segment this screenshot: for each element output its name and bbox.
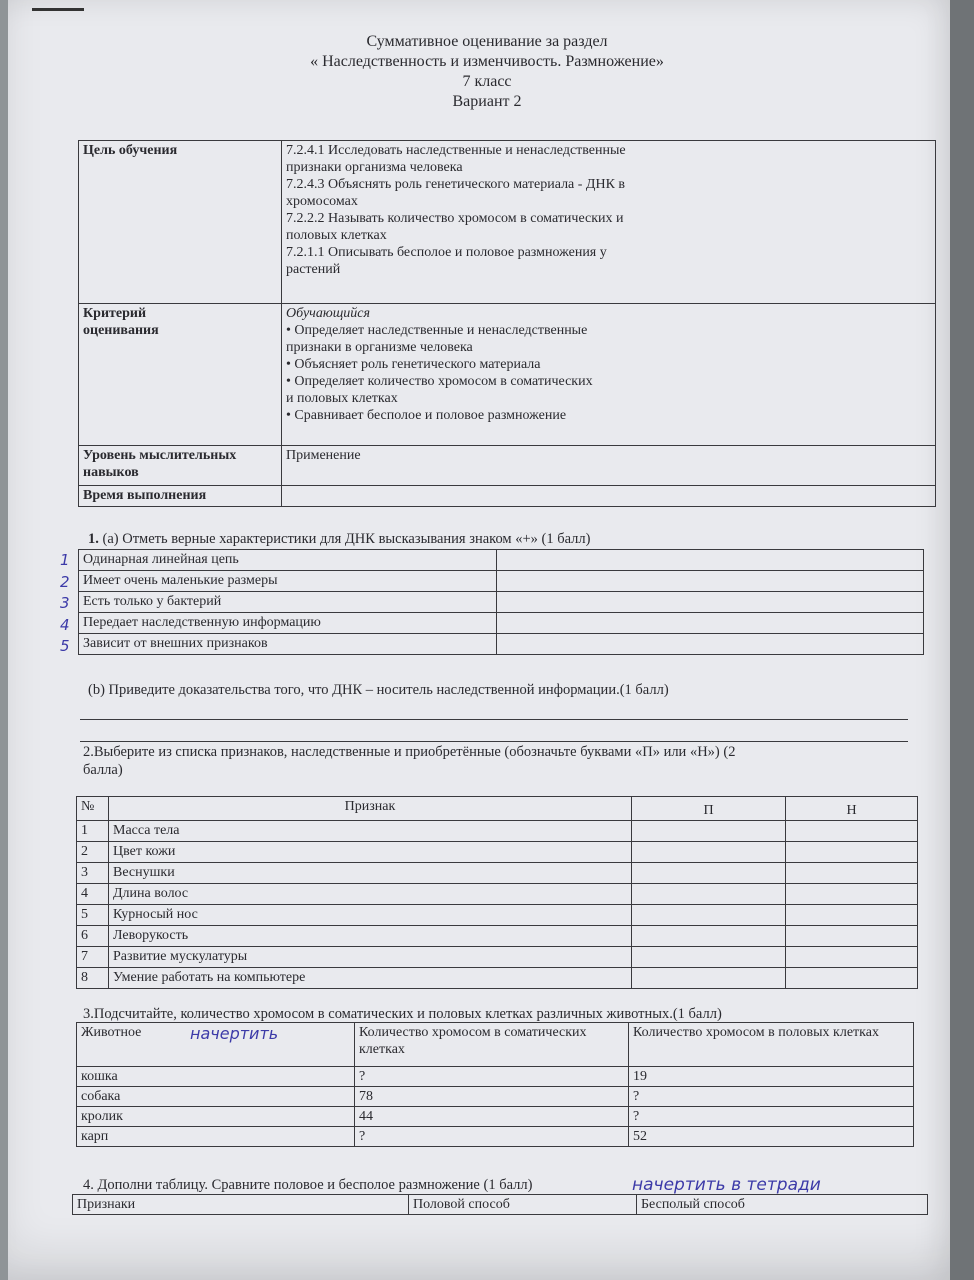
q1-answer-cell[interactable] [497,571,924,592]
goal-line: 7.2.4.3 Объяснять роль генетического материала - ДНК в [286,177,626,192]
sex-cell-count[interactable]: 19 [629,1067,914,1087]
col-header-sexual: Половой способ [409,1195,637,1215]
table-row [79,613,924,634]
p-answer-cell[interactable] [632,947,786,968]
goal-line: признаки организма человека [286,160,463,175]
criteria-line: Обучающийся [286,306,371,321]
table-header-row [73,1195,928,1215]
q1-statement: Есть только у бактерий [79,592,497,613]
q3-prompt: 3.Подсчитайте, количество хромосом в соматических и половых клетках различных животных.(1 балл) [83,1006,722,1022]
p-answer-cell[interactable] [632,905,786,926]
q4-prompt: 4. Дополни таблицу. Сравните половое и бесполое размножение (1 балл) [83,1177,533,1193]
handwritten-mark: 5 [60,637,70,655]
p-answer-cell[interactable] [632,821,786,842]
row-number: 4 [77,884,109,905]
time-value [282,486,936,507]
row-number: 1 [77,821,109,842]
criteria-label [79,304,282,446]
somatic-count[interactable]: 44 [355,1107,629,1127]
document-header [0,32,974,112]
col-header-number: № [77,797,109,821]
trait-name: Длина волос [109,884,632,905]
q1-statement: Передает наследственную информацию [79,613,497,634]
q1-answer-cell[interactable] [497,592,924,613]
level-label-line: Уровень мыслительных [83,448,237,463]
q1-number: 1. [88,531,99,547]
animal-name: карп [77,1127,355,1147]
somatic-count[interactable]: ? [355,1067,629,1087]
col-header-n: Н [786,797,918,821]
criteria-line: • Определяет наследственные и ненаследственные [286,323,588,338]
goal-line: 7.2.2.2 Называть количество хромосом в соматических и [286,211,624,226]
trait-name: Развитие мускулатуры [109,947,632,968]
goal-line: половых клетках [286,228,387,243]
somatic-count[interactable]: 78 [355,1087,629,1107]
q1-statement: Зависит от внешних признаков [79,634,497,655]
p-answer-cell[interactable] [632,926,786,947]
q1-statement: Одинарная линейная цепь [79,550,497,571]
level-label-line: навыков [83,465,139,480]
n-answer-cell[interactable] [786,947,918,968]
trait-name: Умение работать на компьютере [109,968,632,989]
n-answer-cell[interactable] [786,968,918,989]
top-mark [32,8,84,11]
table-row [77,884,918,905]
trait-name: Цвет кожи [109,842,632,863]
col-header-trait: Признак [109,797,632,821]
time-label: Время выполнения [79,486,282,507]
n-answer-cell[interactable] [786,926,918,947]
goal-line: растений [286,262,341,277]
goal-label: Цель обучения [79,141,282,304]
background-edge [950,0,974,1280]
q1-answer-cell[interactable] [497,634,924,655]
handwritten-note: начертить [190,1024,279,1043]
trait-name: Веснушки [109,863,632,884]
somatic-count[interactable]: ? [355,1127,629,1147]
col-header-animal: Животное [77,1023,355,1067]
animal-name: кошка [77,1067,355,1087]
animal-name: кролик [77,1107,355,1127]
criteria-line: признаки в организме человека [286,340,473,355]
criteria-content [282,304,936,446]
q1-prompt [88,530,590,549]
table-row [79,550,924,571]
q1-table [78,549,924,655]
q1-answer-cell[interactable] [497,613,924,634]
q1-handwritten-numbers [60,550,70,658]
table-row [77,1067,914,1087]
sex-cell-count[interactable]: ? [629,1107,914,1127]
p-answer-cell[interactable] [632,863,786,884]
n-answer-cell[interactable] [786,821,918,842]
criteria-line: • Определяет количество хромосом в соматических [286,374,593,389]
table-row [79,571,924,592]
criteria-line: • Объясняет роль генетического материала [286,357,541,372]
col-header-p: П [632,797,786,821]
criteria-label-line: Критерий [83,306,147,321]
p-answer-cell[interactable] [632,884,786,905]
n-answer-cell[interactable] [786,863,918,884]
sex-cell-count[interactable]: 52 [629,1127,914,1147]
row-number: 5 [77,905,109,926]
criteria-line: и половых клетках [286,391,398,406]
p-answer-cell[interactable] [632,968,786,989]
q2-prompt-line1: 2.Выберите из списка признаков, наследственные и приобретённые (обозначьте буквами «П» или «Н») (2 [83,744,736,760]
answer-line[interactable] [80,741,908,742]
trait-name: Масса тела [109,821,632,842]
goal-content [282,141,936,304]
goal-line: 7.2.4.1 Исследовать наследственные и ненаследственные [286,143,626,158]
table-row [77,1127,914,1147]
handwritten-mark: 4 [60,615,70,634]
n-answer-cell[interactable] [786,905,918,926]
q1-answer-cell[interactable] [497,550,924,571]
header-variant: Вариант 2 [452,93,522,110]
row-number: 2 [77,842,109,863]
table-row [77,1087,914,1107]
header-section: « Наследственность и изменчивость. Размножение» [310,53,664,70]
q1-statement: Имеет очень маленькие размеры [79,571,497,592]
row-number: 7 [77,947,109,968]
criteria-line: • Сравнивает бесполое и половое размножение [286,408,567,423]
table-row [79,634,924,655]
criteria-label-line: оценивания [83,323,159,338]
level-label [79,446,282,486]
n-answer-cell[interactable] [786,884,918,905]
table-row [77,863,918,884]
table-row [77,947,918,968]
handwritten-mark: 3 [60,594,70,612]
col-header-features: Признаки [73,1195,409,1215]
trait-name: Курносый нос [109,905,632,926]
table-row [77,905,918,926]
col-header-asexual: Бесполый способ [637,1195,928,1215]
header-grade: 7 класс [462,73,512,90]
row-number: 3 [77,863,109,884]
q1b-prompt: (b) Приведите доказательства того, что ДНК – носитель наследственной информации.(1 балл) [88,682,669,698]
handwritten-mark: 2 [60,572,70,591]
table-row [77,926,918,947]
handwritten-note: начертить в тетради [632,1175,821,1195]
header-title: Суммативное оценивание за раздел [366,33,608,50]
p-answer-cell[interactable] [632,842,786,863]
row-number: 6 [77,926,109,947]
animal-name: собака [77,1087,355,1107]
trait-name: Леворукость [109,926,632,947]
handwritten-mark: 1 [60,551,70,569]
table-header-row [77,797,918,821]
q4-table [72,1194,928,1215]
col-header-sex-cells: Количество хромосом в половых клетках [629,1023,914,1067]
table-row [79,592,924,613]
table-row [77,968,918,989]
level-value: Применение [282,446,936,486]
q2-prompt-line2: балла) [83,762,123,778]
answer-line[interactable] [80,719,908,720]
goal-line: 7.2.1.1 Описывать бесполое и половое размножения у [286,245,607,260]
goal-line: хромосомах [286,194,358,209]
table-row [77,821,918,842]
info-table [78,140,936,507]
n-answer-cell[interactable] [786,842,918,863]
sex-cell-count[interactable]: ? [629,1087,914,1107]
table-row [77,842,918,863]
table-row [77,1107,914,1127]
q2-table [76,796,918,989]
col-header-somatic: Количество хромосом в соматических клетках [355,1023,629,1067]
row-number: 8 [77,968,109,989]
q1-text: (a) Отметь верные характеристики для ДНК высказывания знаком «+» (1 балл) [98,531,591,547]
